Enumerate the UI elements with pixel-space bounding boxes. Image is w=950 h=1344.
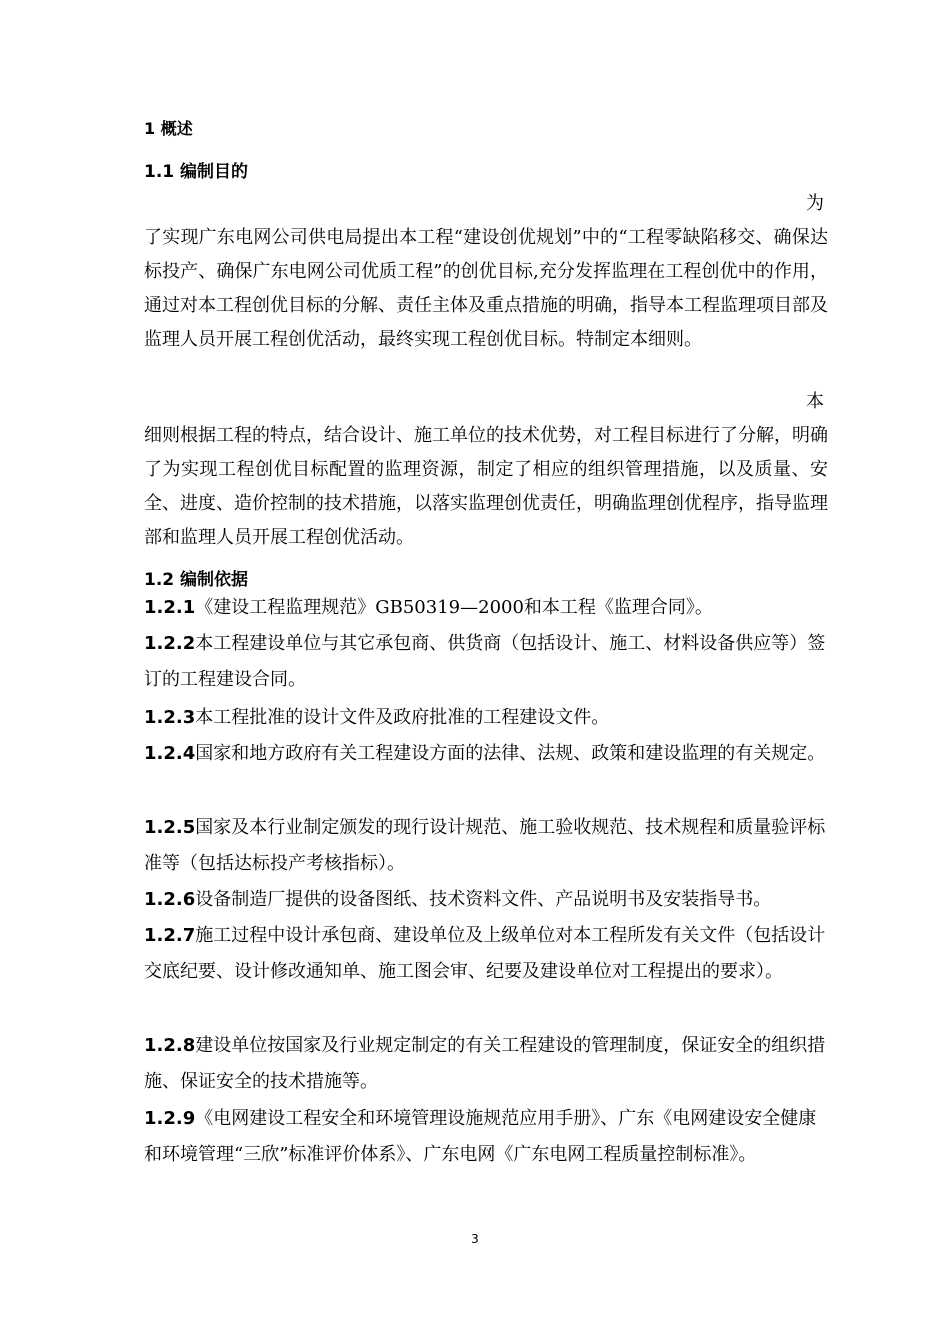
section-heading-1-1: 1.1 编制目的 (144, 162, 249, 182)
basis-item-text: 设备制造厂提供的设备图纸、技术资料文件、产品说明书及安装指导书。 (195, 889, 772, 910)
basis-item-number: 1.2.2 (144, 633, 196, 654)
basis-item-text: 《建设工程监理规范》GB50319—2000和本工程《监理合同》。 (195, 597, 713, 618)
paragraph-lead-char: 为 (806, 193, 824, 214)
basis-item-number: 1.2.1 (144, 597, 196, 618)
paragraph-lead-char: 本 (806, 391, 824, 412)
basis-item (144, 626, 828, 698)
section-heading-1: 1 概述 (144, 119, 193, 138)
basis-item-text: 《电网建设工程安全和环境管理设施规范应用手册》、广东《电网建设安全健康和环境管理“三欣”标准评价体系》、广东电网《广东电网工程质量控制标准》。 (144, 1108, 817, 1165)
basis-item (144, 700, 828, 736)
basis-item-text: 施工过程中设计承包商、建设单位及上级单位对本工程所发有关文件（包括设计交底纪要、设计修改通知单、施工图会审、纪要及建设单位对工程提出的要求）。 (144, 925, 826, 982)
basis-item-number: 1.2.9 (144, 1108, 196, 1129)
basis-item-number: 1.2.8 (144, 1035, 196, 1056)
basis-item-text: 国家及本行业制定颁发的现行设计规范、施工验收规范、技术规程和质量验评标准等（包括达标投产考核指标）。 (144, 817, 826, 874)
basis-item-text: 本工程建设单位与其它承包商、供货商（包括设计、施工、材料设备供应等）签订的工程建设合同。 (144, 633, 826, 690)
basis-item (144, 1028, 828, 1100)
basis-item (144, 736, 828, 772)
basis-item (144, 590, 828, 626)
basis-item-text: 建设单位按国家及行业规定制定的有关工程建设的管理制度，保证安全的组织措施、保证安全的技术措施等。 (144, 1035, 826, 1092)
basis-item-number: 1.2.7 (144, 925, 196, 946)
basis-item-number: 1.2.3 (144, 707, 196, 728)
basis-item-text: 本工程批准的设计文件及政府批准的工程建设文件。 (195, 707, 610, 728)
section-heading-1-2: 1.2 编制依据 (144, 570, 249, 590)
basis-item-number: 1.2.4 (144, 743, 196, 764)
basis-item (144, 882, 828, 918)
basis-item (144, 1101, 828, 1173)
basis-item-text: 国家和地方政府有关工程建设方面的法律、法规、政策和建设监理的有关规定。 (195, 743, 826, 764)
basis-item (144, 810, 828, 882)
basis-item (144, 918, 828, 990)
purpose-paragraph-1: 了实现广东电网公司供电局提出本工程“建设创优规划”中的“工程零缺陷移交、确保达标投产、确保广东电网公司优质工程”的创优目标,充分发挥监理在工程创优中的作用，通过对本工程创优目标的分解、责任主体及重点措施的明确，指导本工程监理项目部及监理人员开展工程创优活动，最终实现工程创优目标。特制定本细则。 (144, 227, 828, 350)
page-number: 3 (471, 1232, 479, 1246)
basis-item-number: 1.2.5 (144, 817, 196, 838)
purpose-paragraph-2: 细则根据工程的特点，结合设计、施工单位的技术优势，对工程目标进行了分解，明确了为实现工程创优目标配置的监理资源，制定了相应的组织管理措施，以及质量、安全、进度、造价控制的技术措施，以落实监理创优责任，明确监理创优程序，指导监理部和监理人员开展工程创优活动。 (144, 425, 828, 548)
basis-item-number: 1.2.6 (144, 889, 196, 910)
